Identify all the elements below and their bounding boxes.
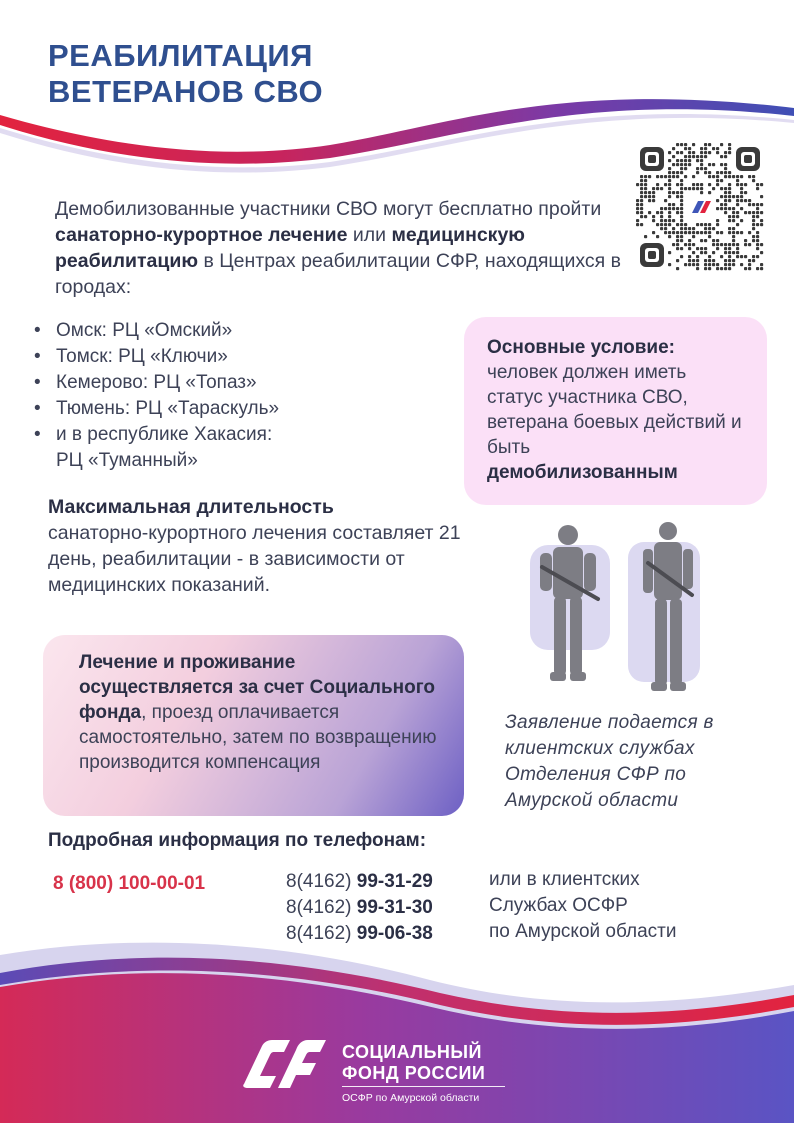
payment-box	[43, 635, 464, 816]
conditions-bold-tail: демобилизованным	[487, 462, 678, 483]
offices-info: или в клиентских Службах ОСФР по Амурской области	[489, 869, 677, 942]
intro-text-2: или	[347, 224, 392, 246]
payment-text: , проезд оплачивается самостоятельно, затем по возвращению производится компенсация	[79, 702, 437, 773]
duration-paragraph	[48, 494, 468, 598]
phone-item[interactable]: 8(4162) 99-06-38	[286, 923, 433, 944]
logo-divider	[342, 1086, 505, 1087]
logo-subtitle: ОСФР по Амурской области	[342, 1092, 480, 1104]
title-line-1: РЕАБИЛИТАЦИЯ	[48, 38, 313, 73]
phone-item[interactable]: 8(4162) 99-31-29	[286, 871, 433, 892]
logo-wordmark: СОЦИАЛЬНЫЙ ФОНД РОССИИ	[342, 1042, 486, 1083]
duration-heading: Максимальная длительность	[48, 496, 334, 518]
phone-item[interactable]: 8(4162) 99-31-30	[286, 897, 433, 918]
intro-text-3: в Центрах реабилитации СФР, находящихся в городах:	[55, 250, 621, 298]
phones-heading: Подробная информация по телефонам:	[48, 830, 427, 851]
payment-bold: Лечение и проживание осуществляется за счет Социального фонда	[79, 652, 435, 723]
duration-text: санаторно-курортного лечения составляет 21 день, реабилитации - в зависимости от медицинских показаний.	[48, 522, 461, 596]
soldiers-illustration	[520, 517, 740, 707]
list-item: • Омск: РЦ «Омский»	[34, 320, 233, 341]
intro-text-1: Демобилизованные участники СВО могут бесплатно пройти	[55, 198, 602, 220]
intro-bold-treatment: санаторно-курортное лечение	[55, 224, 348, 246]
cities-list	[34, 318, 279, 474]
intro-paragraph	[55, 196, 635, 300]
conditions-text: человек должен иметь статус участника СВО, ветерана боевых действий и быть	[487, 362, 742, 458]
list-item: • и в республике Хакасия:	[34, 424, 273, 445]
conditions-box	[464, 317, 767, 505]
hotline-number[interactable]: 8 (800) 100-00-01	[53, 873, 206, 894]
sfr-logo-icon	[238, 1036, 330, 1094]
application-info: Заявление подается в клиентских службах Отделения СФР по Амурской области	[505, 712, 714, 811]
title-line-2: ВЕТЕРАНОВ СВО	[48, 74, 324, 109]
list-item: • Тюмень: РЦ «Тараскуль»	[34, 398, 280, 419]
list-item-continuation: РЦ «Туманный»	[56, 450, 198, 471]
list-item: • Томск: РЦ «Ключи»	[34, 346, 228, 367]
conditions-heading: Основные условие:	[487, 337, 675, 358]
intro-bold-rehab: медицинскую реабилитацию	[55, 224, 525, 272]
page-title	[48, 38, 323, 110]
list-item: • Кемерово: РЦ «Топаз»	[34, 372, 257, 393]
qr-code-icon	[636, 143, 764, 271]
